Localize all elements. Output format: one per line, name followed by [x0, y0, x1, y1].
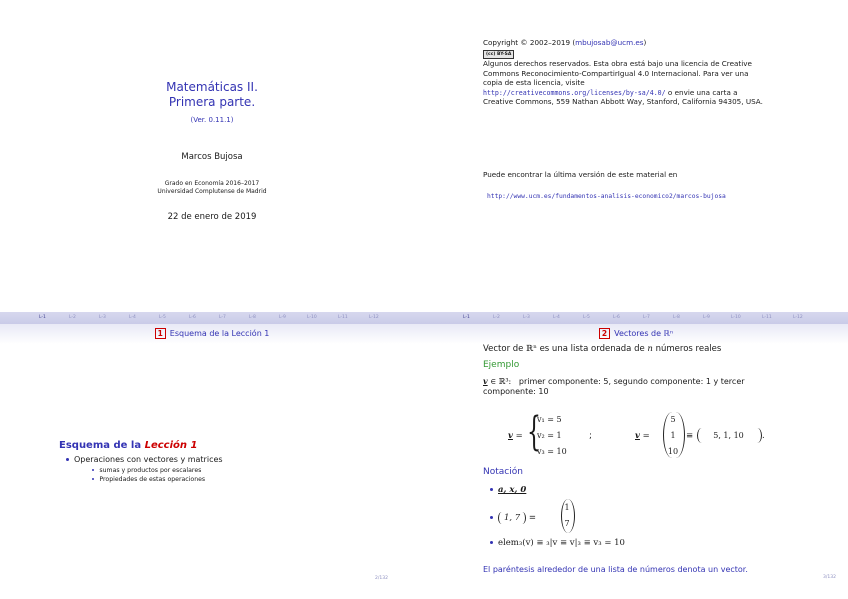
system-lhs: v =: [508, 431, 523, 441]
navigation-bar: [0, 312, 424, 324]
system-semicolon: ;: [589, 431, 592, 441]
nav-item-l12[interactable]: L-12: [369, 315, 379, 320]
nav-item-l11[interactable]: L-11: [338, 315, 348, 320]
example-heading: Ejemplo: [483, 360, 520, 370]
nav-item-l8[interactable]: L-8: [249, 315, 256, 320]
license-line-4: http://creativecommons.org/licenses/by-sa/4.0/ o envie una carta a: [483, 87, 738, 97]
license-line-5: Creative Commons, 559 Nathan Abbott Way, Stanford, California 94305, USA.: [483, 97, 763, 106]
nav-item-l10[interactable]: L-10: [731, 315, 741, 320]
system-line-1: v₁ = 5: [537, 415, 562, 424]
bullet-icon: [490, 488, 493, 491]
latest-version-url-link[interactable]: http://www.ucm.es/fundamentos-analisis-economico2/marcos-bujosa: [487, 193, 726, 200]
frame-title: 2 Vectores de ℝⁿ: [424, 328, 848, 339]
column-entry-3: 10: [667, 447, 679, 456]
nav-item-l4[interactable]: L-4: [553, 315, 560, 320]
title-line-2: Primera parte.: [168, 95, 256, 109]
notation-bullet-1: a, x, 0: [490, 485, 526, 495]
frame-number: 2: [599, 328, 610, 339]
system-line-2: v₂ = 1: [537, 431, 562, 440]
date: 22 de enero de 2019: [167, 212, 257, 222]
vectors-slide: [424, 300, 848, 599]
column-entry-1: 5: [670, 415, 676, 424]
bullet-icon: [66, 458, 69, 461]
nav-item-l9[interactable]: L-9: [279, 315, 286, 320]
institute-line-2: Universidad Complutense de Madrid: [157, 188, 267, 195]
nav-item-l4[interactable]: L-4: [129, 315, 136, 320]
column-vector-lhs: v =: [635, 431, 650, 441]
notation-heading: Notación: [483, 467, 523, 477]
page-number: 2/132: [375, 576, 388, 581]
license-line-1: Algunos derechos reservados. Esta obra está bajo una licencia de Creative: [483, 59, 752, 68]
page-number: 3/132: [823, 575, 836, 580]
nav-item-l7[interactable]: L-7: [219, 315, 226, 320]
nav-item-l6[interactable]: L-6: [613, 315, 620, 320]
navigation-bar: [424, 312, 848, 324]
outline-sub-bullet-2: Propiedades de estas operaciones: [92, 476, 205, 483]
license-line-3: copia de esta licencia, visite: [483, 78, 585, 87]
row-vector-values: 5, 1, 10: [713, 431, 744, 440]
outline-slide: [0, 300, 424, 599]
notation-column-entry-2: 7: [564, 519, 570, 528]
nav-item-l3[interactable]: L-3: [99, 315, 106, 320]
nav-item-l8[interactable]: L-8: [673, 315, 680, 320]
latest-version-text: Puede encontrar la última versión de este material en: [483, 170, 678, 179]
row-vector-period: .: [762, 431, 765, 441]
outline-sub-bullet-1: sumas y productos por escalares: [92, 467, 201, 474]
notation-bullet-3: elem₃(v) ≡ ₃|v ≡ v|₃ ≡ v₃ = 10: [490, 538, 625, 548]
title-slide: [0, 0, 424, 299]
notation-bullet-2: 1, 7 =: [490, 512, 536, 524]
outline-heading: Esquema de la Lección 1: [59, 440, 198, 451]
column-entry-2: 1: [670, 431, 676, 440]
cc-badge: (cc) BY-SA: [483, 48, 514, 59]
vector-definition: Vector de ℝⁿ es una lista ordenada de n números reales: [483, 344, 722, 354]
bullet-icon: [92, 478, 94, 480]
system-line-3: v₃ = 10: [537, 447, 567, 456]
license-url-link[interactable]: http://creativecommons.org/licenses/by-sa/4.0/: [483, 88, 666, 97]
closing-statement: El paréntesis alrededor de una lista de números denota un vector.: [483, 565, 748, 574]
nav-item-l7[interactable]: L-7: [643, 315, 650, 320]
nav-item-l3[interactable]: L-3: [523, 315, 530, 320]
copyright-slide: [424, 0, 848, 299]
nav-item-l1[interactable]: L-1: [463, 315, 470, 320]
bullet-icon: [490, 541, 493, 544]
nav-item-l2[interactable]: L-2: [69, 315, 76, 320]
title-line-1: Matemáticas II.: [166, 80, 258, 94]
nav-item-l5[interactable]: L-5: [159, 315, 166, 320]
example-text-line-1: v ∈ ℝ³: primer componente: 5, segundo componente: 1 y tercer: [483, 376, 745, 386]
outline-bullet-1: Operaciones con vectores y matrices: [66, 455, 223, 464]
version: (Ver. 0.11.1): [190, 116, 234, 124]
frame-title: 1 Esquema de la Lección 1: [0, 328, 424, 339]
institute-line-1: Grado en Economía 2016–2017: [164, 180, 260, 187]
nav-item-l5[interactable]: L-5: [583, 315, 590, 320]
frame-number: 1: [155, 328, 166, 339]
nav-item-l9[interactable]: L-9: [703, 315, 710, 320]
equivalence-sign: ≡: [686, 431, 694, 441]
author: Marcos Bujosa: [181, 152, 243, 162]
email-link[interactable]: mbujosab@ucm.es: [575, 38, 644, 47]
nav-item-l1[interactable]: L-1: [39, 315, 46, 320]
example-text-line-2: componente: 10: [483, 387, 549, 396]
left-brace: {: [527, 409, 541, 455]
nav-item-l10[interactable]: L-10: [307, 315, 317, 320]
nav-item-l11[interactable]: L-11: [762, 315, 772, 320]
license-line-2: Commons Reconocimiento-CompartirIgual 4.0 Internacional. Para ver una: [483, 68, 749, 78]
nav-item-l6[interactable]: L-6: [189, 315, 196, 320]
bullet-icon: [92, 469, 94, 471]
notation-column-entry-1: 1: [564, 503, 570, 512]
bullet-icon: [490, 516, 493, 519]
nav-item-l2[interactable]: L-2: [493, 315, 500, 320]
nav-item-l12[interactable]: L-12: [793, 315, 803, 320]
copyright-line: Copyright © 2002–2019 (mbujosab@ucm.es): [483, 38, 647, 47]
